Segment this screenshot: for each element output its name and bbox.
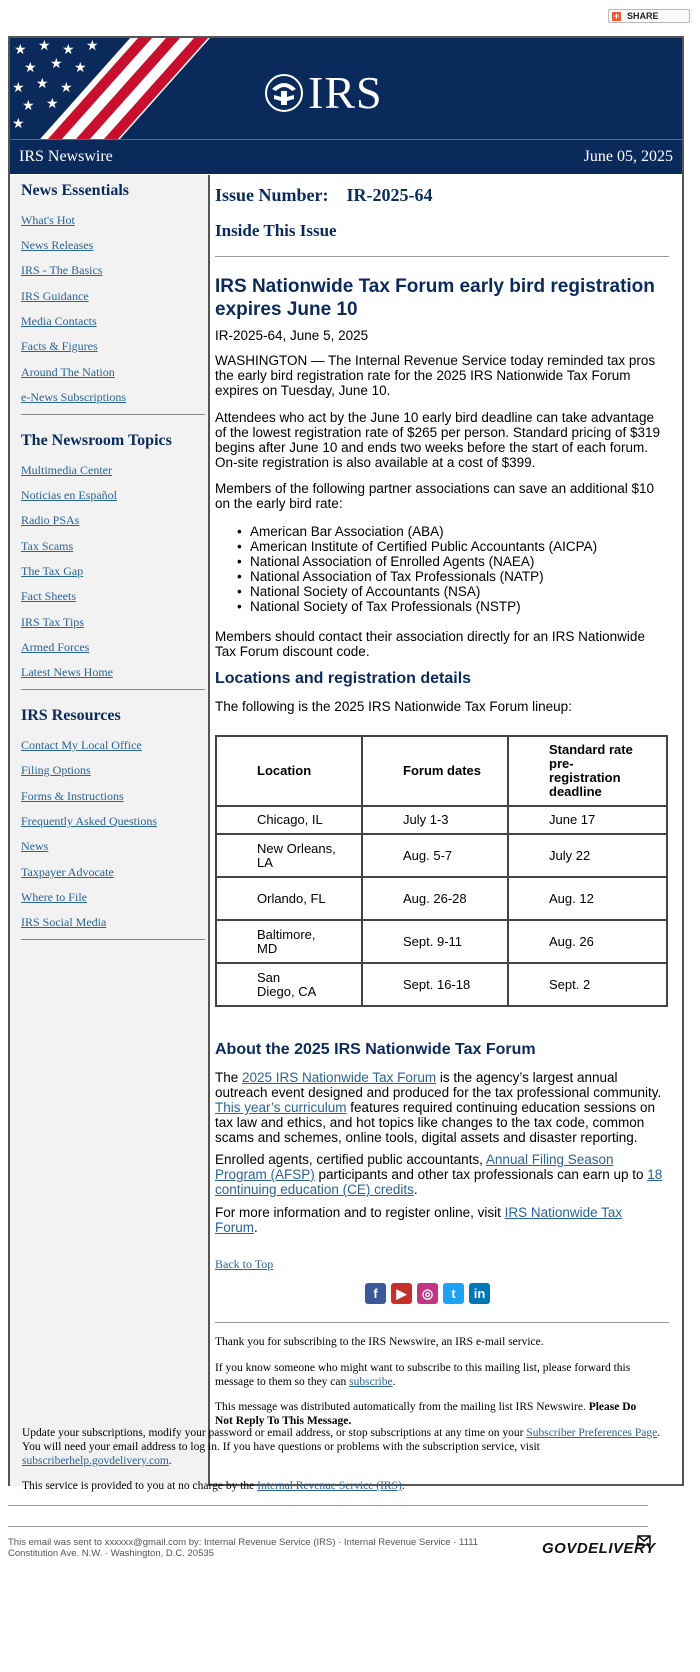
column-header: Forum dates: [362, 736, 508, 806]
issue-date: June 05, 2025: [583, 148, 673, 165]
table-header-row: [216, 736, 667, 806]
table-row: [216, 963, 667, 1006]
ce-credits-link[interactable]: 18 continuing education (CE) credits: [215, 1167, 663, 1197]
paragraph: Members should contact their association directly for an IRS Nationwide Tax Forum discount code.: [215, 629, 645, 659]
text: Update your subscriptions, modify your password or email address, or stop subscriptions at any time on your: [22, 1427, 527, 1439]
sidebar-link-social-media[interactable]: IRS Social Media: [21, 915, 107, 929]
sidebar-link-irs-guidance[interactable]: IRS Guidance: [21, 289, 89, 303]
table-cell: Aug. 5-7: [362, 834, 508, 877]
text: features required continuing education sessions on tax law and ethics, and hot topics like changes to the tax code, common scams and schemes, online tools, digital assets and disaster reporting.: [215, 1100, 655, 1145]
table-row: [216, 920, 667, 963]
sidebar-link-local-office[interactable]: Contact My Local Office: [21, 738, 142, 752]
irs-logo: [264, 67, 383, 118]
dateline: IR-2025-64, June 5, 2025: [215, 328, 369, 343]
table-cell: Sept. 2: [508, 963, 667, 1006]
text: . You will need your email address to log in. If you have questions or problems with the subscription service, visit: [22, 1427, 661, 1453]
text: This message was distributed automatically from the mailing list IRS Newswire.: [215, 1401, 589, 1413]
linkedin-icon[interactable]: in: [469, 1283, 490, 1304]
svg-text:★: ★: [12, 80, 25, 96]
table-cell: New Orleans, LA: [216, 834, 362, 877]
table-cell: Chicago, IL: [216, 806, 362, 834]
plus-icon: +: [613, 10, 620, 21]
table-row: [216, 834, 667, 877]
sidebar-link-fact-sheets[interactable]: Fact Sheets: [21, 589, 76, 603]
svg-text:★: ★: [24, 60, 37, 76]
text: .: [168, 1455, 172, 1467]
about-paragraph: [215, 1070, 667, 1145]
svg-text:★: ★: [62, 42, 75, 58]
afsp-link[interactable]: Annual Filing Season Program (AFSP): [215, 1152, 614, 1182]
distributed-text: [215, 1400, 655, 1428]
twitter-icon[interactable]: t: [443, 1283, 464, 1304]
svg-text:★: ★: [50, 56, 63, 72]
divider: [215, 256, 669, 257]
footer-divider: [8, 1505, 648, 1506]
column-header: Standard rate pre-registration deadline: [508, 736, 667, 806]
sidebar-divider: [21, 414, 205, 415]
facebook-icon[interactable]: f: [365, 1283, 386, 1304]
sidebar-link-latest-news[interactable]: Latest News Home: [21, 665, 113, 679]
sidebar-section-title: News Essentials: [21, 182, 130, 199]
sidebar-link-filing-options[interactable]: Filing Options: [21, 763, 91, 777]
svg-text:★: ★: [74, 60, 87, 76]
about-paragraph: [215, 1152, 667, 1197]
inside-heading: Inside This Issue: [215, 221, 337, 240]
subscriberhelp-link[interactable]: subscriberhelp.govdelivery.com: [22, 1455, 169, 1467]
sidebar-link-news[interactable]: News: [21, 839, 49, 853]
table-cell: June 17: [508, 806, 667, 834]
table-cell: Baltimore, MD: [216, 920, 362, 963]
register-link[interactable]: IRS Nationwide Tax Forum: [215, 1205, 623, 1235]
svg-text:★: ★: [46, 96, 59, 112]
list-item: • National Association of Tax Professionals (NATP): [250, 569, 597, 584]
section-heading: Locations and registration details: [215, 670, 472, 687]
newsletter-frame: [8, 36, 684, 1486]
eagle-icon: [264, 73, 304, 113]
sidebar-link-armed-forces[interactable]: Armed Forces: [21, 640, 90, 654]
table-cell: Aug. 12: [508, 877, 667, 920]
text: If you know someone who might want to subscribe to this mailing list, please forward this message to them so they can: [215, 1362, 631, 1388]
forward-text: [215, 1361, 655, 1389]
about-paragraph: [215, 1205, 667, 1235]
lineup-intro: The following is the 2025 IRS Nationwide Tax Forum lineup:: [215, 699, 572, 714]
svg-text:★: ★: [36, 76, 49, 92]
table-cell: Sept. 9-11: [362, 920, 508, 963]
text: .: [401, 1480, 405, 1492]
sidebar-link-multimedia[interactable]: Multimedia Center: [21, 463, 112, 477]
curriculum-link[interactable]: This year’s curriculum: [215, 1100, 347, 1115]
govdelivery-logo: [542, 1540, 656, 1557]
text: Enrolled agents, certified public accountants,: [215, 1152, 486, 1167]
text: This service is provided to you at no charge by the: [22, 1480, 258, 1492]
paragraph: Attendees who act by the June 10 early bird deadline can take advantage of the lowest registration rate of $265 per person. Standard pricing of $319 begins after June 10 and ends two weeks before the start of each forum. On-site registration is also available at a cost of $399.: [215, 410, 661, 470]
table-cell: Orlando, FL: [216, 877, 362, 920]
divider: [215, 1322, 669, 1323]
sidebar-link-news-releases[interactable]: News Releases: [21, 238, 94, 252]
footer-divider: [8, 1526, 648, 1527]
sidebar-link-taxpayer-advocate[interactable]: Taxpayer Advocate: [21, 865, 114, 879]
paragraph: Members of the following partner associations can save an additional $10 on the early bird rate:: [215, 481, 655, 511]
sidebar-link-tax-scams[interactable]: Tax Scams: [21, 539, 74, 553]
text: .: [392, 1376, 396, 1388]
sidebar-link-whats-hot[interactable]: What's Hot: [21, 213, 75, 227]
newswire-bar: [10, 139, 682, 174]
sidebar-divider: [21, 689, 205, 690]
issue-id: IR-2025-64: [346, 185, 433, 205]
svg-text:★: ★: [22, 98, 35, 114]
text: is the agency’s largest annual outreach event designed and produced for the tax professional community.: [215, 1070, 662, 1100]
column-header: Location: [216, 736, 362, 806]
newswire-title: IRS Newswire: [19, 148, 113, 165]
sidebar-link-tax-tips[interactable]: IRS Tax Tips: [21, 615, 84, 629]
text: .: [254, 1220, 258, 1235]
irs-logo-text: IRS: [308, 67, 383, 118]
share-label: SHARE: [627, 11, 659, 21]
legal-text: This email was sent to xxxxxx@gmail.com by: Internal Revenue Service (IRS) · Internal Revenue Service · 1111 Constitution Ave. N.W. · Washington, D.C. 20535: [8, 1537, 479, 1559]
sidebar-link-tax-gap[interactable]: The Tax Gap: [21, 564, 84, 578]
sidebar-link-radio-psas[interactable]: Radio PSAs: [21, 513, 80, 527]
irs-banner: [10, 38, 682, 139]
subscription-text: [22, 1426, 662, 1468]
flag-graphic: [10, 38, 210, 139]
subscriber-preferences-link[interactable]: Subscriber Preferences Page: [526, 1427, 658, 1439]
table-cell: July 1-3: [362, 806, 508, 834]
sidebar-link-facts-figures[interactable]: Facts & Figures: [21, 339, 98, 353]
sidebar-divider: [21, 939, 205, 940]
govdelivery-text: GOVDELIVERY: [542, 1540, 656, 1557]
youtube-icon[interactable]: ▶: [391, 1283, 412, 1304]
tax-forum-link[interactable]: 2025 IRS Nationwide Tax Forum: [242, 1070, 437, 1085]
svg-text:★: ★: [86, 38, 99, 54]
sidebar-link-noticias[interactable]: Noticias en Español: [21, 488, 117, 502]
envelope-icon: [637, 1534, 651, 1546]
svg-text:★: ★: [12, 116, 25, 132]
sidebar-link-media-contacts[interactable]: Media Contacts: [21, 314, 97, 328]
table-cell: July 22: [508, 834, 667, 877]
back-to-top-link[interactable]: Back to Top: [215, 1257, 274, 1271]
table-cell: Sept. 16-18: [362, 963, 508, 1006]
text: For more information and to register online, visit: [215, 1205, 505, 1220]
list-item: • American Institute of Certified Public Accountants (AICPA): [250, 539, 597, 554]
list-item: • National Society of Accountants (NSA): [250, 584, 597, 599]
section-heading: About the 2025 IRS Nationwide Tax Forum: [215, 1041, 536, 1058]
list-item: • National Association of Enrolled Agents (NAEA): [250, 554, 597, 569]
sidebar-link-irs-basics[interactable]: IRS - The Basics: [21, 263, 103, 277]
thanks-text: Thank you for subscribing to the IRS Newswire, an IRS e-mail service.: [215, 1336, 544, 1348]
text: .: [413, 1182, 418, 1197]
table-cell: Aug. 26-28: [362, 877, 508, 920]
text: The: [215, 1070, 243, 1085]
instagram-icon[interactable]: ◎: [417, 1283, 438, 1304]
irs-link[interactable]: Internal Revenue Service (IRS): [257, 1480, 402, 1492]
svg-text:★: ★: [38, 38, 51, 54]
sidebar-section-title: The Newsroom Topics: [21, 432, 172, 449]
table-cell: Aug. 26: [508, 920, 667, 963]
svg-text:★: ★: [14, 42, 27, 58]
svg-text:★: ★: [60, 80, 73, 96]
headline: IRS Nationwide Tax Forum early bird registration expires June 10: [215, 276, 655, 320]
sidebar-section-title: IRS Resources: [21, 707, 121, 724]
issue-number: [215, 185, 433, 206]
table-row: [216, 806, 667, 834]
table-row: [216, 877, 667, 920]
list-item: • National Society of Tax Professionals (NSTP): [250, 599, 597, 614]
social-icons: [365, 1283, 490, 1304]
issue-label: Issue Number:: [215, 185, 329, 205]
sidebar: [10, 175, 210, 1486]
share-button[interactable]: [608, 9, 690, 23]
forum-table: [215, 735, 668, 1007]
list-item: • American Bar Association (ABA): [250, 524, 597, 539]
sidebar-link-enews[interactable]: e-News Subscriptions: [21, 390, 126, 404]
sidebar-link-faq[interactable]: Frequently Asked Questions: [21, 814, 157, 828]
text: participants and other tax professionals can earn up to: [314, 1167, 648, 1182]
subscribe-link[interactable]: subscribe: [349, 1376, 393, 1388]
sidebar-link-forms[interactable]: Forms & Instructions: [21, 789, 124, 803]
no-reply-notice: Please Do Not Reply To This Message.: [215, 1401, 637, 1427]
sidebar-link-where-to-file[interactable]: Where to File: [21, 890, 87, 904]
association-list: [250, 524, 597, 614]
paragraph: WASHINGTON — The Internal Revenue Service today reminded tax pros the early bird registration rate for the 2025 IRS Nationwide Tax Forum expires on Tuesday, June 10.: [215, 353, 656, 398]
service-text: [22, 1479, 662, 1493]
table-cell: San Diego, CA: [216, 963, 362, 1006]
sidebar-link-around-nation[interactable]: Around The Nation: [21, 365, 115, 379]
